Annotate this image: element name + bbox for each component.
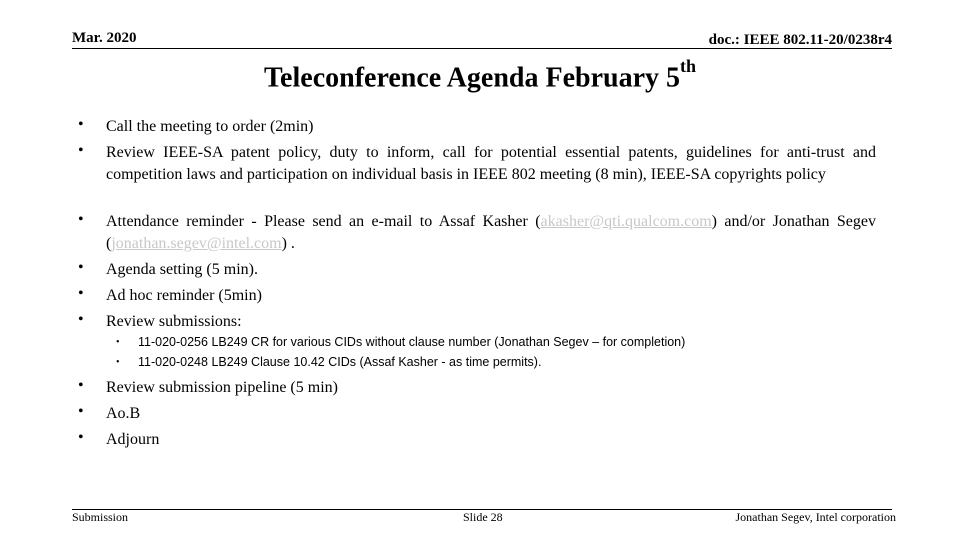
attendance-text-mid: ) and/or Jonathan Segev (	[106, 213, 876, 252]
agenda-item-review-submissions: Review submissions:	[106, 313, 242, 330]
header-date: Mar. 2020	[72, 30, 137, 46]
bullet-icon: •	[78, 116, 84, 133]
slide-title-text: Teleconference Agenda February 5	[263, 62, 681, 94]
agenda-item-aob: Ao.B	[106, 405, 141, 422]
attendance-text: Attendance reminder - Please send an e-mail to Assaf Kasher (	[106, 213, 541, 230]
bullet-icon: •	[78, 259, 84, 276]
bullet-icon: •	[78, 403, 84, 420]
footer-submission: Submission	[72, 510, 129, 524]
header-doc-id: doc.: IEEE 802.11-20/0238r4	[708, 32, 892, 48]
attendance-text-end: ) .	[281, 234, 295, 252]
agenda-item-call-to-order: Call the meeting to order (2min)	[106, 118, 314, 135]
bullet-icon: •	[78, 311, 84, 328]
bullet-icon: •	[78, 429, 84, 446]
bullet-icon: •	[78, 377, 84, 394]
sub-bullet-icon: •	[116, 357, 120, 368]
email-link-kasher[interactable]: akasher@qti.qualcom.com	[540, 213, 712, 230]
agenda-item-adjourn: Adjourn	[106, 431, 160, 448]
agenda-item-patent-policy: Review IEEE-SA patent policy, duty to inform, call for potential essential patents, guidelines for anti-trust and competition laws and participation on individual basis in IEEE 802 meeting (8 min), IEEE-SA copyrights policy	[106, 144, 876, 183]
agenda-item-adhoc-reminder: Ad hoc reminder (5min)	[106, 287, 262, 304]
sub-item-submission-0256: 11-020-0256 LB249 CR for various CIDs without clause number (Jonathan Segev – for completion)	[138, 335, 686, 349]
footer-slide-number: Slide 28	[463, 510, 503, 524]
agenda-item-agenda-setting: Agenda setting (5 min).	[106, 261, 258, 278]
bullet-icon: •	[78, 285, 84, 302]
sub-bullet-icon: •	[116, 337, 120, 348]
footer-author: Jonathan Segev, Intel corporation	[735, 510, 896, 524]
sub-item-submission-0248: 11-020-0248 LB249 Clause 10.42 CIDs (Assaf Kasher - as time permits).	[138, 355, 542, 369]
agenda-item-submission-pipeline: Review submission pipeline (5 min)	[106, 379, 338, 396]
bullet-icon: •	[78, 211, 84, 228]
header-divider	[72, 48, 892, 49]
slide-title	[0, 56, 960, 94]
agenda-item-attendance	[106, 211, 876, 254]
slide-title-superscript: th	[680, 56, 697, 76]
bullet-icon: •	[78, 142, 84, 159]
email-link-segev[interactable]: jonathan.segev@intel.com	[111, 234, 282, 252]
